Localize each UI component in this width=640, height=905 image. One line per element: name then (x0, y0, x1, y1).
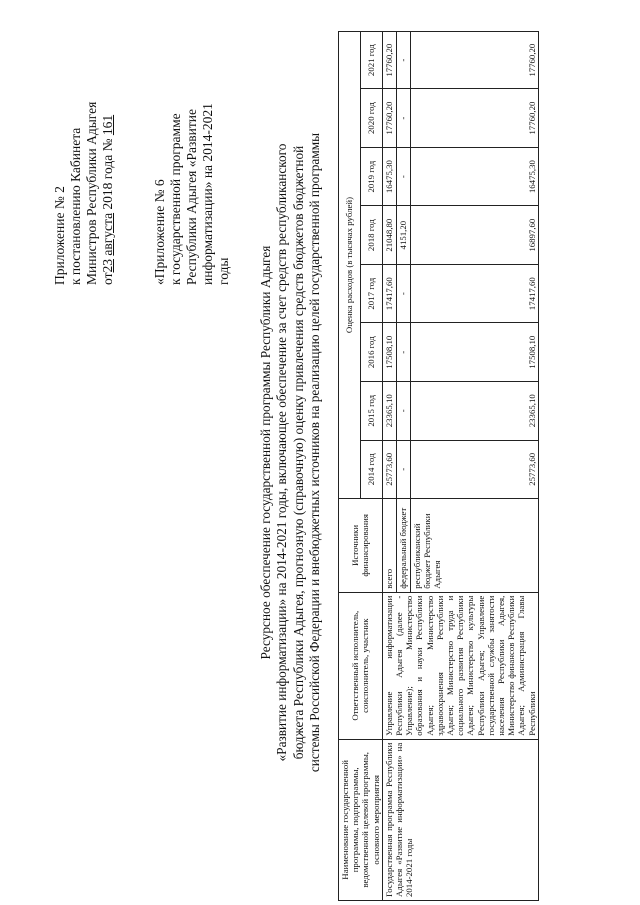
appendix-date-month: августа (100, 212, 115, 256)
value-cell: - (396, 89, 410, 148)
value-cell: 17760,20 (382, 89, 396, 148)
value-cell: - (396, 323, 410, 382)
value-cell: - (396, 381, 410, 440)
document-title (258, 0, 323, 905)
header-responsible: Ответственный исполнитель, соисполнитель, участник (339, 592, 383, 739)
title-line: Ресурсное обеспечение государственной программы Республики Адыгея (258, 245, 273, 660)
value-cell: 17760,20 (410, 32, 538, 89)
appendix-line: к постановлению Кабинета (68, 127, 83, 285)
value-cell: 25773,60 (382, 440, 396, 499)
year-header: 2017 год (360, 264, 382, 323)
value-cell: 4151,20 (396, 206, 410, 265)
year-header: 2021 год (360, 32, 382, 89)
value-cell: 21048,80 (382, 206, 396, 265)
title-line: бюджета Республики Адыгея, прогнозную (справочную) оценку привлечения средств бюджетов бюджетной (290, 145, 306, 760)
appendix-date-number: 161 (100, 114, 115, 136)
appendix-block-2 (152, 103, 232, 285)
appendix-line: «Приложение № 6 (152, 179, 167, 285)
appendix-date-line (100, 102, 116, 285)
year-header: 2020 год (360, 89, 382, 148)
appendix-date-mid: 2018 года № (100, 138, 115, 213)
appendix-date-day: 23 (100, 259, 115, 273)
appendix-line: Республики Адыгея «Развитие (184, 108, 199, 285)
header-estimate: Оценка расходов (в тысячах рублей) (339, 32, 361, 499)
value-cell: - (396, 264, 410, 323)
table-row (382, 32, 396, 901)
year-header: 2015 год (360, 381, 382, 440)
value-cell: 16475,30 (382, 147, 396, 206)
resource-table (338, 31, 539, 901)
value-cell: - (396, 440, 410, 499)
appendix-line: Министров Республики Адыгея (84, 101, 99, 285)
value-cell: 23365,10 (382, 381, 396, 440)
appendix-line: к государственной программе (168, 113, 183, 285)
responsible-cell: Управление информатизации Республики Адыгея (далее - Управление); Министерство образования и науки Республики Адыгея; Министерство здравоохранения Республики Адыгея; Министерство труда и социального развития Республики Адыгея; Министерство культуры Республики Адыгея; Управление государственной службы занятости населения Республики Адыгея, Министерство финансов Республики Адыгея; Администрация Главы Республики (382, 592, 538, 739)
appendix-block (52, 102, 116, 285)
appendix-line: информатизации» на 2014-2021 (200, 103, 215, 285)
year-header: 2018 год (360, 206, 382, 265)
value-cell: 17417,60 (382, 264, 396, 323)
title-line: «Развитие информатизации» на 2014-2021 годы, включающее обеспечение за счет средств республиканского (274, 143, 290, 762)
value-cell: 16897,60 (410, 206, 538, 265)
year-header: 2019 год (360, 147, 382, 206)
title-line: системы Российской Федерации и внебюджетных источников на реализацию целей государственной программы (306, 132, 322, 773)
year-header: 2016 год (360, 323, 382, 382)
value-cell: 17508,10 (382, 323, 396, 382)
appendix-date-prefix: от (100, 272, 115, 285)
source-cell: всего (382, 499, 396, 593)
year-header: 2014 год (360, 440, 382, 499)
value-cell: 17417,60 (410, 264, 538, 323)
source-cell: республиканский бюджет Республики Адыгея (410, 499, 538, 593)
value-cell: 17508,10 (410, 323, 538, 382)
appendix-line: годы (216, 257, 231, 285)
source-cell: федеральный бюджет (396, 499, 410, 593)
value-cell: 17760,20 (382, 32, 396, 89)
value-cell: - (396, 147, 410, 206)
value-cell: 17760,20 (410, 89, 538, 148)
value-cell: 16475,30 (410, 147, 538, 206)
value-cell: - (396, 32, 410, 89)
header-sources: Источники финансирования (339, 499, 383, 593)
table-header-row (339, 32, 361, 901)
header-program-name: Наименование государственной программы, подпрограммы, ведомственной целевой программы, основного мероприятия (339, 739, 383, 900)
value-cell: 23365,10 (410, 381, 538, 440)
program-name-cell: Государственная программа Республики Адыгея «Развитие информатизации» на 2014-2021 годы (382, 739, 538, 900)
value-cell: 25773,60 (410, 440, 538, 499)
appendix-line: Приложение № 2 (52, 186, 67, 285)
